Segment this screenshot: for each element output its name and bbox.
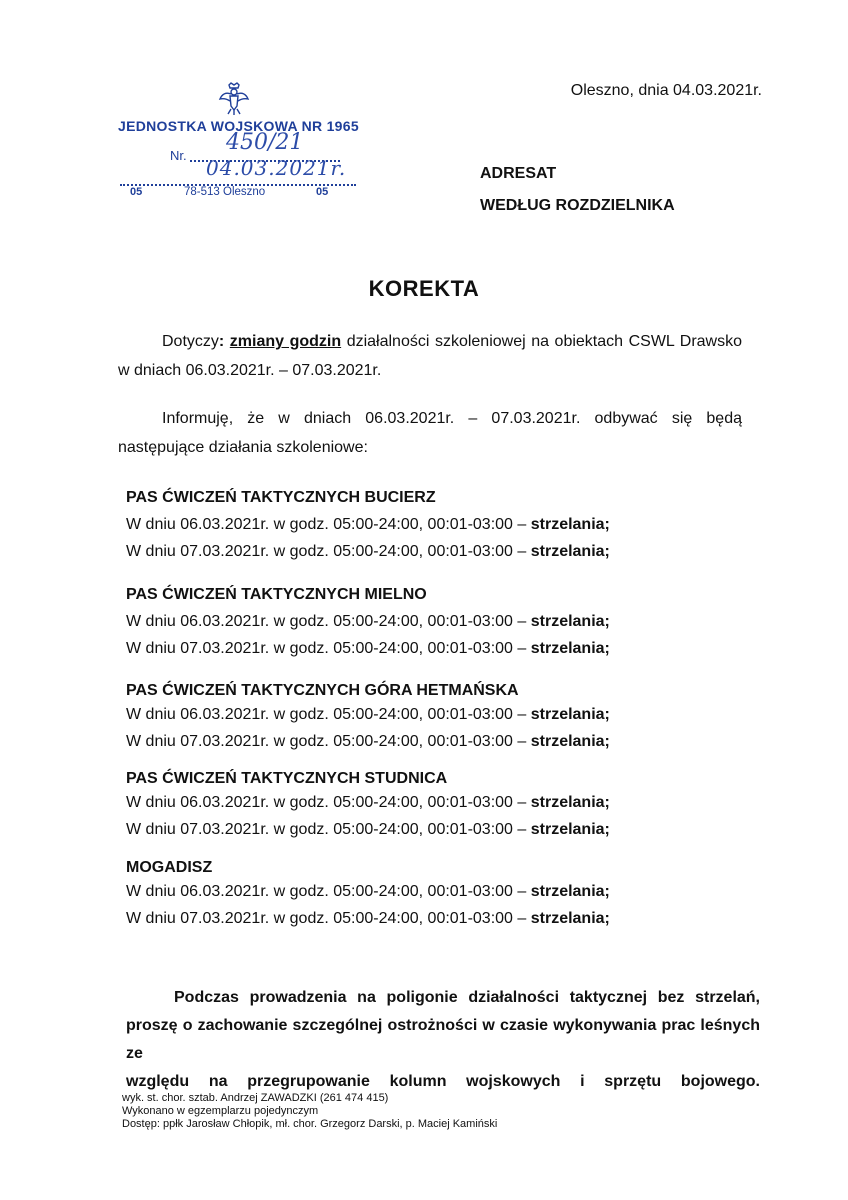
- schedule-entry-action: strzelania;: [530, 821, 610, 838]
- footer-author: wyk. st. chor. sztab. Andrzej ZAWADZKI (261 474 415): [122, 1092, 389, 1104]
- section-bucierz: [126, 485, 746, 565]
- registration-stamp: [118, 82, 358, 212]
- schedule-entry-action: strzelania;: [530, 706, 610, 723]
- footer-copies: Wykonano w egzemplarzu pojedynczym: [122, 1105, 319, 1117]
- schedule-entry-action: strzelania;: [530, 640, 610, 657]
- section-mielno: [126, 582, 746, 662]
- schedule-entry-text: W dniu 07.03.2021r. w godz. 05:00-24:00, 00:01-03:00 –: [126, 543, 531, 560]
- section-title: PAS ĆWICZEŃ TAKTYCZNYCH MIELNO: [126, 586, 427, 603]
- closing-line-2: proszę o zachowanie szczególnej ostrożności w czasie wykonywania prac leśnych ze: [126, 1017, 760, 1062]
- schedule-entry: [126, 511, 746, 538]
- schedule-entry: [126, 635, 746, 662]
- schedule-entry-action: strzelania;: [530, 794, 610, 811]
- subject-paragraph: [118, 327, 742, 385]
- closing-paragraph: [126, 984, 760, 1096]
- section-title: PAS ĆWICZEŃ TAKTYCZNYCH BUCIERZ: [126, 489, 436, 506]
- subject-colon: :: [218, 333, 230, 350]
- schedule-entry-text: W dniu 06.03.2021r. w godz. 05:00-24:00, 00:01-03:00 –: [126, 706, 531, 723]
- date-line: Oleszno, dnia 04.03.2021r.: [570, 82, 762, 99]
- schedule-entry-action: strzelania;: [530, 543, 610, 560]
- stamp-number-label: Nr.: [170, 148, 187, 163]
- schedule-entry-text: W dniu 06.03.2021r. w godz. 05:00-24:00, 00:01-03:00 –: [126, 883, 531, 900]
- schedule-entry-text: W dniu 06.03.2021r. w godz. 05:00-24:00, 00:01-03:00 –: [126, 516, 531, 533]
- stamp-place: 78-513 Oleszno: [184, 186, 266, 198]
- addressee-line-2: WEDŁUG ROZDZIELNIKA: [480, 197, 675, 214]
- subject-rest: działalności szkoleniowej na obiektach CSWL Drawsko w dniach 06.03.2021r. – 07.03.2021r.: [118, 333, 743, 379]
- schedule-entry-text: W dniu 07.03.2021r. w godz. 05:00-24:00, 00:01-03:00 –: [126, 910, 531, 927]
- closing-line-1: Podczas prowadzenia na poligonie działalności taktycznej bez strzelań,: [174, 989, 760, 1006]
- schedule-entry-action: strzelania;: [530, 733, 610, 750]
- schedule-entry-text: W dniu 07.03.2021r. w godz. 05:00-24:00, 00:01-03:00 –: [126, 640, 531, 657]
- schedule-entry: [126, 816, 746, 843]
- schedule-entry: [126, 878, 746, 905]
- stamp-handwritten-number: 450/21: [226, 130, 304, 155]
- schedule-entry: [126, 538, 746, 565]
- schedule-entry-text: W dniu 07.03.2021r. w godz. 05:00-24:00, 00:01-03:00 –: [126, 821, 531, 838]
- schedule-entry-action: strzelania;: [530, 613, 610, 630]
- subject-prefix: Dotyczy: [162, 333, 219, 350]
- stamp-handwritten-date: 04.03.2021r.: [206, 156, 347, 180]
- subject-emphasis: zmiany godzin: [229, 333, 342, 350]
- polish-eagle-emblem-icon: [218, 82, 250, 116]
- section-title: PAS ĆWICZEŃ TAKTYCZNYCH STUDNICA: [126, 770, 448, 787]
- document-title: KOREKTA: [368, 276, 480, 301]
- stamp-code-left: 05: [130, 186, 143, 198]
- section-title: MOGADISZ: [126, 859, 213, 876]
- schedule-entry-text: W dniu 06.03.2021r. w godz. 05:00-24:00, 00:01-03:00 –: [126, 794, 531, 811]
- schedule-entry: [126, 608, 746, 635]
- schedule-entry-text: W dniu 06.03.2021r. w godz. 05:00-24:00, 00:01-03:00 –: [126, 613, 531, 630]
- addressee-block: [480, 158, 675, 222]
- section-mogadisz: [126, 858, 746, 932]
- section-gora-hetmanska: [126, 681, 746, 755]
- footer-access: Dostęp: ppłk Jarosław Chłopik, mł. chor. Grzegorz Darski, p. Maciej Kamiński: [122, 1118, 498, 1130]
- footer-notes: [122, 1092, 497, 1131]
- section-title: PAS ĆWICZEŃ TAKTYCZNYCH GÓRA HETMAŃSKA: [126, 682, 519, 699]
- schedule-entry-action: strzelania;: [530, 910, 610, 927]
- schedule-entry: [126, 701, 746, 728]
- schedule-entry-action: strzelania;: [530, 883, 610, 900]
- schedule-entry-text: W dniu 07.03.2021r. w godz. 05:00-24:00, 00:01-03:00 –: [126, 733, 531, 750]
- addressee-line-1: ADRESAT: [480, 165, 557, 182]
- schedule-entry: [126, 789, 746, 816]
- closing-line-3: względu na przegrupowanie kolumn wojskowych i sprzętu bojowego.: [126, 1073, 760, 1090]
- stamp-code-right: 05: [316, 186, 329, 198]
- intro-paragraph: Informuję, że w dniach 06.03.2021r. – 07.03.2021r. odbywać się będą następujące działania szkoleniowe:: [118, 410, 742, 456]
- schedule-entry: [126, 905, 746, 932]
- stamp-unit-name: JEDNOSTKA WOJSKOWA NR 1965: [118, 118, 359, 134]
- schedule-entry-action: strzelania;: [530, 516, 610, 533]
- schedule-entry: [126, 728, 746, 755]
- section-studnica: [126, 769, 746, 843]
